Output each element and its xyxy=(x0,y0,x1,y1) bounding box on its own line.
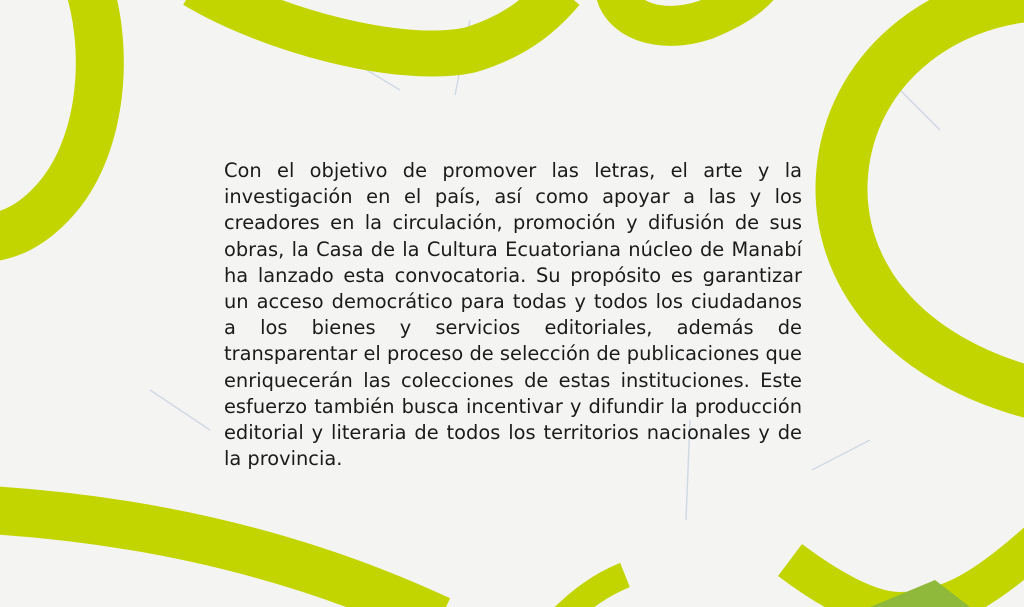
top-right-hook xyxy=(615,0,760,26)
bottom-mid-stroke xyxy=(560,575,625,607)
top-left-swirl xyxy=(0,0,100,238)
right-arc xyxy=(841,0,1024,395)
body-paragraph: Con el objetivo de promover las letras, el arte y la investigación en el país, así como apoyar a las y los creadores en la circulación, promoción y difusión de sus obras, la Casa de la Cultura Ecuatoriana núcleo de Manabí ha lanzado esta convocatoria. Su propósito es garantizar un acceso democrático para todas y todos los ciudadanos a los bienes y servicios editoriales, además de transparentar el proceso de selección de publicaciones que enriquecerán las colecciones de estas instituciones. Este esfuerzo también busca incentivar y difundir la producción editorial y literaria de todos los territorios nacionales y de la provincia. xyxy=(224,159,802,471)
top-ribbon-swirl xyxy=(195,0,562,54)
bottom-left-band xyxy=(0,510,440,607)
